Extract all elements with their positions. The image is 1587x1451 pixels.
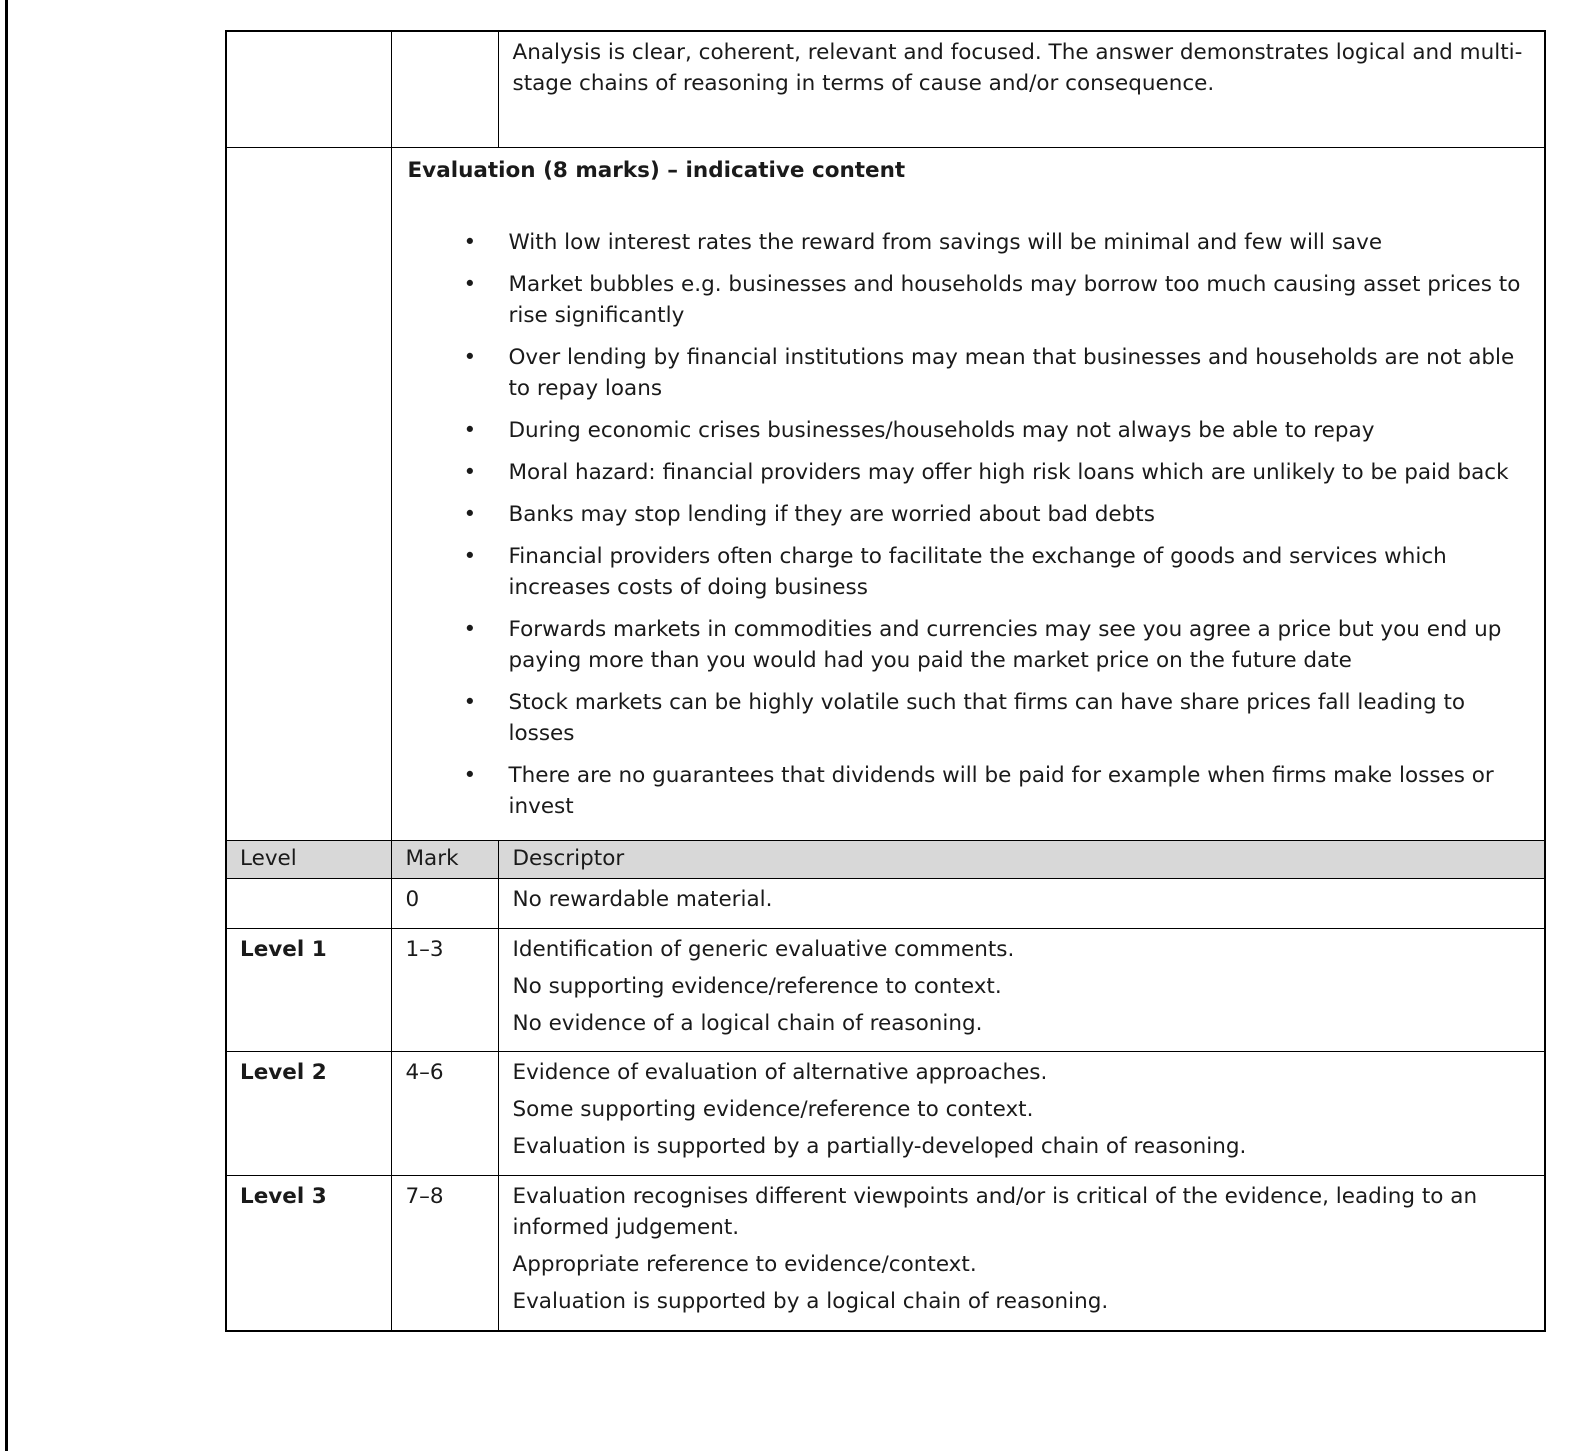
bullet-item: • Forwards markets in commodities and currencies may see you agree a price but you end up paying more than you would had you paid the market price on the future date (406, 615, 1531, 677)
table-row-level-1 (226, 928, 1545, 1052)
header-level: Level (226, 840, 391, 878)
bullet-item: • With low interest rates the reward from savings will be minimal and few will save (406, 228, 1531, 259)
descriptor-line: Evidence of evaluation of alternative approaches. (512, 1060, 1048, 1086)
bullet-item: • Over lending by financial institutions may mean that businesses and households are not able to repay loans (406, 343, 1531, 405)
mark-value: 0 (391, 878, 498, 928)
bullet-item: • There are no guarantees that dividends will be paid for example when firms make losses or invest (406, 761, 1531, 823)
mark-value: 7–8 (391, 1176, 498, 1331)
descriptor-line: No rewardable material. (512, 886, 773, 912)
level-label: Level 1 (226, 928, 391, 1052)
descriptor-line: Evaluation recognises different viewpoints and/or is critical of the evidence, leading to an informed judgement. (512, 1184, 1478, 1241)
descriptor-line: No supporting evidence/reference to context. (512, 973, 1002, 999)
levels-header-row (226, 840, 1545, 878)
evaluation-bullet-list (406, 228, 1531, 822)
analysis-descriptor-text: Analysis is clear, coherent, relevant and focused. The answer demonstrates logical and multi-stage chains of reasoning in terms of cause and/or consequence. (512, 40, 1523, 96)
descriptor-line: Some supporting evidence/reference to context. (512, 1097, 1034, 1123)
evaluation-indicative-row (226, 147, 1545, 840)
header-mark: Mark (391, 840, 498, 878)
table-row-level-3 (226, 1176, 1545, 1331)
descriptor-line: Evaluation is supported by a partially-developed chain of reasoning. (512, 1134, 1247, 1160)
descriptor-line: Identification of generic evaluative comments. (512, 936, 1015, 962)
bullet-item: • Market bubbles e.g. businesses and households may borrow too much causing asset prices to rise significantly (406, 270, 1531, 332)
analysis-descriptor-row (226, 31, 1545, 147)
table-row-level-0 (226, 878, 1545, 928)
bullet-item: • Moral hazard: financial providers may offer high risk loans which are unlikely to be paid back (406, 458, 1531, 489)
descriptor-cell (498, 1176, 1545, 1331)
analysis-descriptor-cell (498, 31, 1545, 147)
analysis-mark-cell (391, 31, 498, 147)
descriptor-line: Appropriate reference to evidence/context. (512, 1252, 977, 1278)
evaluation-level-cell (226, 147, 391, 840)
descriptor-cell (498, 928, 1545, 1052)
evaluation-content-cell (391, 147, 1545, 840)
table-row-level-2 (226, 1052, 1545, 1176)
page-left-border (5, 0, 8, 1451)
mark-scheme-table (225, 30, 1546, 1332)
descriptor-cell (498, 1052, 1545, 1176)
analysis-level-cell (226, 31, 391, 147)
descriptor-line: Evaluation is supported by a logical chain of reasoning. (512, 1289, 1109, 1315)
level-label: Level 2 (226, 1052, 391, 1176)
descriptor-cell (498, 878, 1545, 928)
bullet-item: • Financial providers often charge to facilitate the exchange of goods and services which increases costs of doing business (406, 542, 1531, 604)
bullet-item: • During economic crises businesses/households may not always be able to repay (406, 416, 1531, 447)
bullet-item: • Banks may stop lending if they are worried about bad debts (406, 500, 1531, 531)
level-label: Level 3 (226, 1176, 391, 1331)
mark-value: 4–6 (391, 1052, 498, 1176)
evaluation-heading: Evaluation (8 marks) – indicative content (407, 157, 906, 183)
level-label (226, 878, 391, 928)
header-descriptor: Descriptor (498, 840, 1545, 878)
mark-value: 1–3 (391, 928, 498, 1052)
bullet-item: • Stock markets can be highly volatile such that firms can have share prices fall leading to losses (406, 688, 1531, 750)
descriptor-line: No evidence of a logical chain of reasoning. (512, 1010, 983, 1036)
